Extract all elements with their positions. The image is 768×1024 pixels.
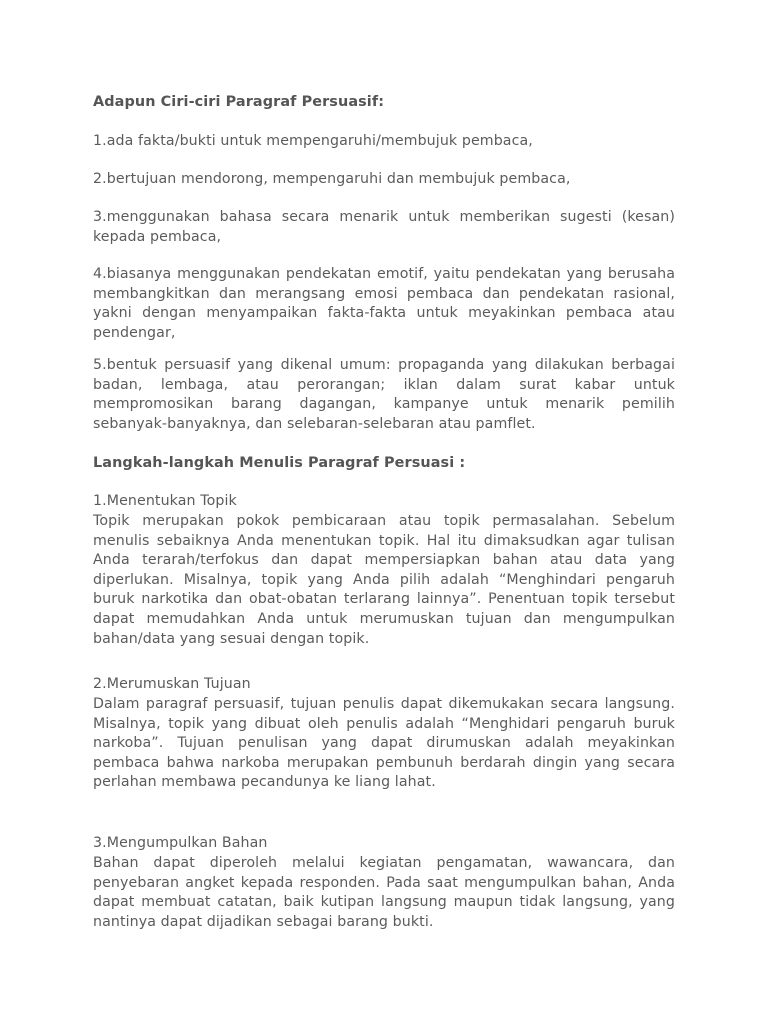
step-3-title: 3.Mengumpulkan Bahan xyxy=(93,835,268,851)
step-1-title: 1.Menentukan Topik xyxy=(93,493,237,509)
ciri-item-2: 2.bertujuan mendorong, mempengaruhi dan membujuk pembaca, xyxy=(93,171,571,187)
heading-ciri-ciri: Adapun Ciri-ciri Paragraf Persuasif: xyxy=(93,94,385,110)
step-2-title: 2.Merumuskan Tujuan xyxy=(93,676,251,692)
step-3-body: Bahan dapat diperoleh melalui kegiatan pengamatan, wawancara, dan penyebaran angket kepada responden. Pada saat mengumpulkan bahan, Anda dapat membuat catatan, baik kutipan langsung maupun tidak langsung, yang nantinya dapat dijadikan sebagai barang bukti. xyxy=(93,855,675,930)
heading-langkah: Langkah-langkah Menulis Paragraf Persuasi : xyxy=(93,455,466,471)
ciri-item-4: 4.biasanya menggunakan pendekatan emotif, yaitu pendekatan yang berusaha membangkitkan dan merangsang emosi pembaca dan pendekatan rasional, yakni dengan menyampaikan fakta-fakta untuk meyakinkan pembaca atau pendengar, xyxy=(93,266,675,341)
step-2-body: Dalam paragraf persuasif, tujuan penulis dapat dikemukakan secara langsung. Misalnya, topik yang dibuat oleh penulis adalah “Menghidari pengaruh buruk narkoba”. Tujuan penulisan yang dapat dirumuskan adalah meyakinkan pembaca bahwa narkoba merupakan pembunuh berdarah dingin yang secara perlahan membawa pecandunya ke liang lahat. xyxy=(93,696,675,791)
step-1-body: Topik merupakan pokok pembicaraan atau topik permasalahan. Sebelum menulis sebaiknya Anda menentukan topik. Hal itu dimaksudkan agar tulisan Anda terarah/terfokus dan dapat mempersiapkan bahan atau data yang diperlukan. Misalnya, topik yang Anda pilih adalah “Menghindari pengaruh buruk narkotika dan obat-obatan terlarang lainnya”. Penentuan topik tersebut dapat memudahkan Anda untuk merumuskan tujuan dan mengumpulkan bahan/data yang sesuai dengan topik. xyxy=(93,513,675,647)
ciri-item-1: 1.ada fakta/bukti untuk mempengaruhi/membujuk pembaca, xyxy=(93,133,533,149)
ciri-item-5: 5.bentuk persuasif yang dikenal umum: propaganda yang dilakukan berbagai badan, lembaga, atau perorangan; iklan dalam surat kabar untuk mempromosikan barang dagangan, kampanye untuk menarik pemilih sebanyak-banyaknya, dan selebaran-selebaran atau pamflet. xyxy=(93,357,675,432)
ciri-item-3: 3.menggunakan bahasa secara menarik untuk memberikan sugesti (kesan) kepada pembaca, xyxy=(93,209,675,245)
